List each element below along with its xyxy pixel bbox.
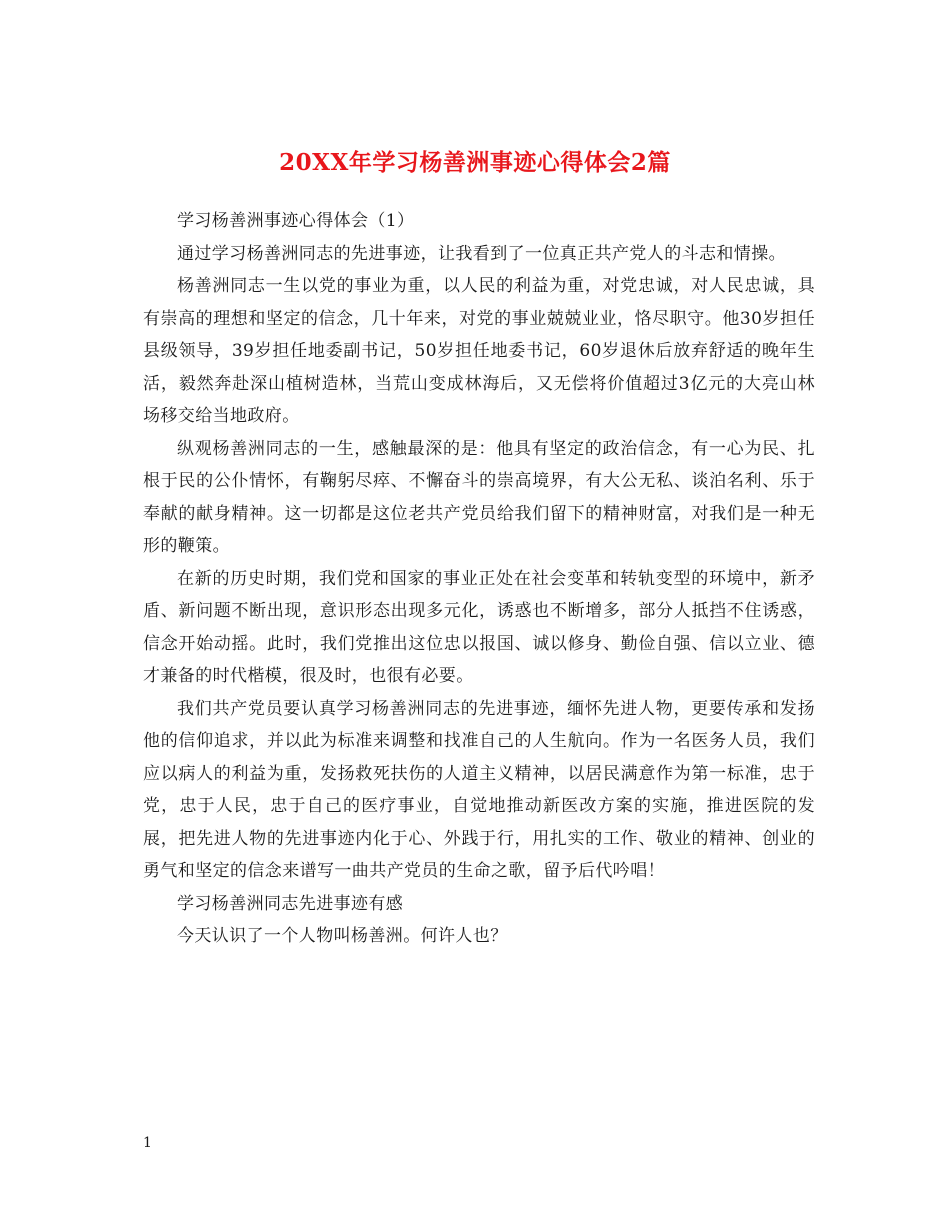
- document-title: 20XX年学习杨善洲事迹心得体会2篇: [279, 149, 671, 177]
- page-number: 1: [143, 1135, 152, 1151]
- paragraph: 我们共产党员要认真学习杨善洲同志的先进事迹，缅怀先进人物，更要传承和发扬他的信仰追求，并以此为标准来调整和找准自己的人生航向。作为一名医务人员，我们应以病人的利益为重，发扬救死扶伤的人道主义精神，以居民满意作为第一标准，忠于党，忠于人民，忠于自己的医疗事业，自觉地推动新医改方案的实施，推进医院的发展，把先进人物的先进事迹内化于心、外践于行，用扎实的工作、敬业的精神、创业的勇气和坚定的信念来谱写一曲共产党员的生命之歌，留予后代吟唱！: [143, 698, 815, 881]
- paragraph: 今天认识了一个人物叫杨善洲。何许人也？: [177, 926, 508, 946]
- paragraph: 在新的历史时期，我们党和国家的事业正处在社会变革和转轨变型的环境中，新矛盾、新问题不断出现，意识形态出现多元化，诱惑也不断增多，部分人抵挡不住诱惑，信念开始动摇。此时，我们党推出这位忠以报国、诚以修身、勤俭自强、信以立业、德才兼备的时代楷模，很及时，也很有必要。: [143, 568, 815, 686]
- section-heading: 学习杨善洲同志先进事迹有感: [177, 893, 404, 914]
- paragraph: 纵观杨善洲同志的一生，感触最深的是：他具有坚定的政治信念，有一心为民、扎根于民的公仆情怀，有鞠躬尽瘁、不懈奋斗的崇高境界，有大公无私、谈泊名利、乐于奉献的献身精神。这一切都是这位老共产党员给我们留下的精神财富，对我们是一种无形的鞭策。: [143, 438, 815, 556]
- paragraph: 通过学习杨善洲同志的先进事迹，让我看到了一位真正共产党人的斗志和情操。: [177, 243, 786, 264]
- document-body: [143, 205, 815, 953]
- paragraph: 杨善洲同志一生以党的事业为重，以人民的利益为重，对党忠诚，对人民忠诚，具有崇高的理想和坚定的信念，几十年来，对党的事业兢兢业业，恪尽职守。他30岁担任县级领导，39岁担任地委副书记，50岁担任地委书记，60岁退休后放弃舒适的晚年生活，毅然奔赴深山植树造林，当荒山变成林海后，又无偿将价值超过3亿元的大亮山林场移交给当地政府。: [143, 276, 815, 426]
- section-heading: 学习杨善洲事迹心得体会（1）: [177, 211, 415, 231]
